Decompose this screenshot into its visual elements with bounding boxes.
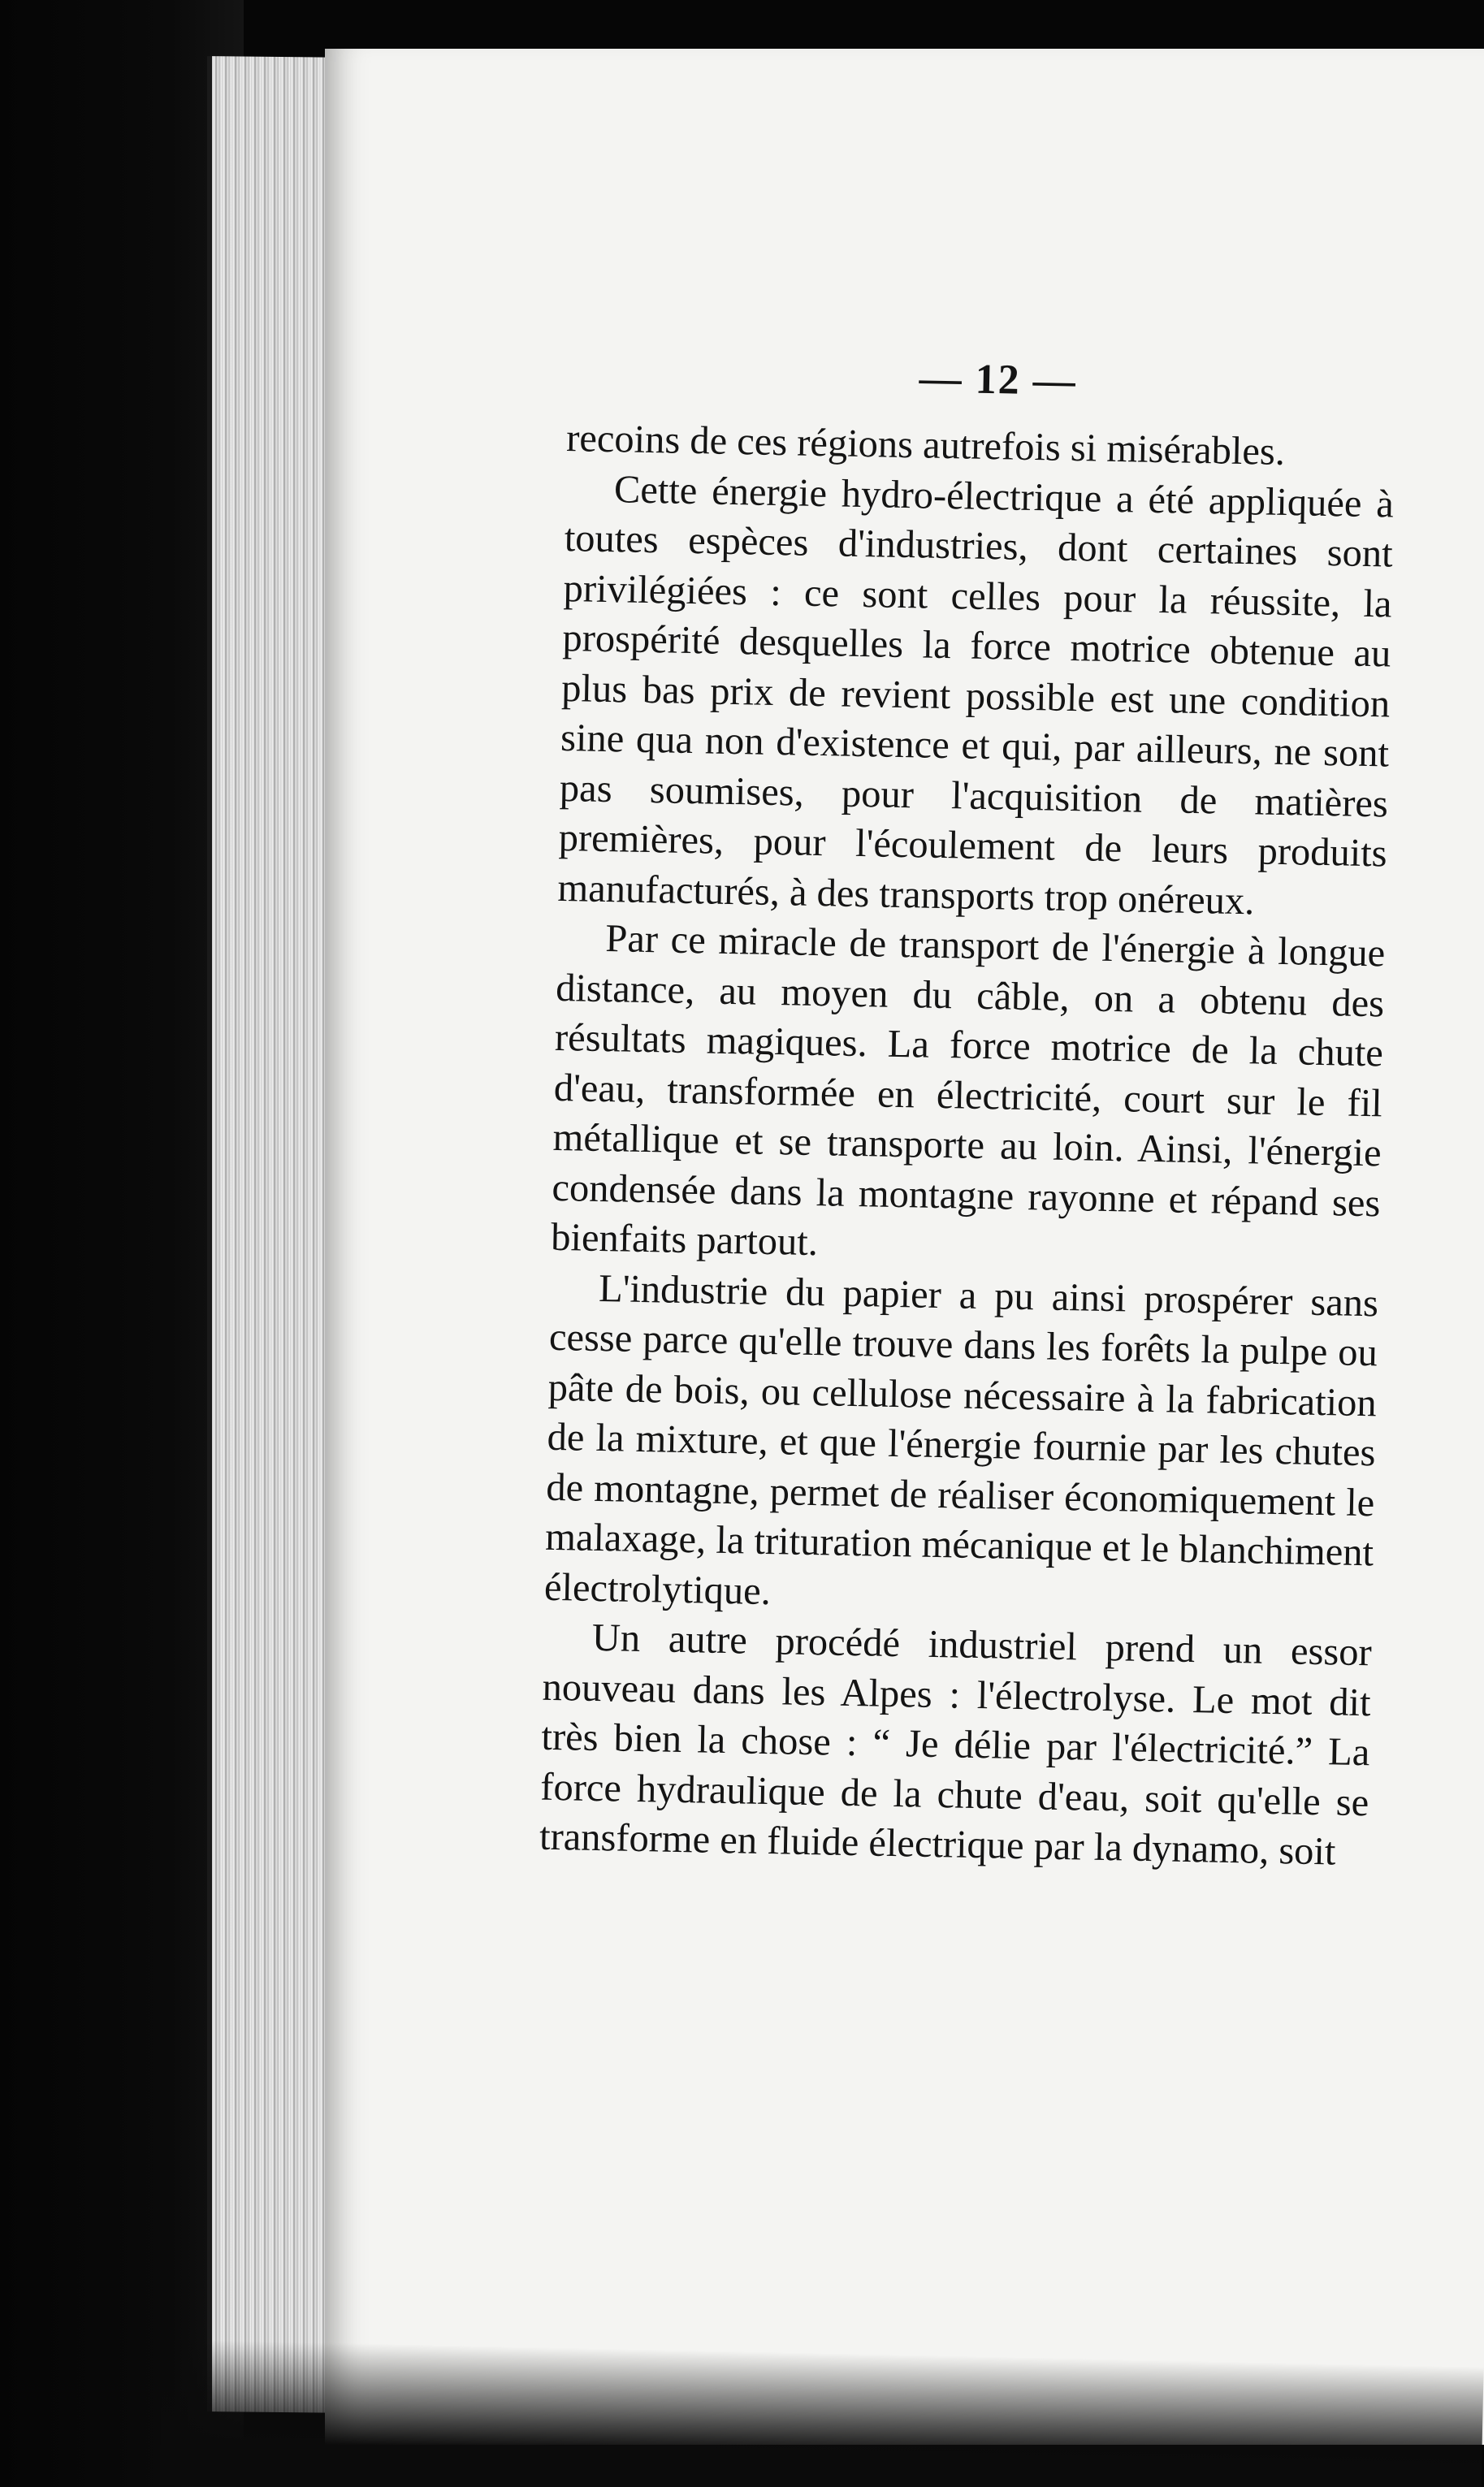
page-text-block: [539, 355, 1395, 1878]
paragraph-energy-transport: Par ce miracle de transport de l'énergie à longue distance, au moyen du câble, on a obtenu des résultats magiques. La force motrice de la chute d'eau, transformée en électricité, court sur le fil métallique et se transporte au loin. Ainsi, l'énergie condensée dans la montagne rayonne et répand ses bienfaits partout.: [550, 917, 1386, 1265]
paragraph-continued: recoins de ces régions autrefois si misérables.: [565, 416, 1286, 474]
page-number: — 12 —: [919, 355, 1078, 405]
paragraph-electrolysis: Un autre procédé industriel prend un essor nouveau dans les Alpes : l'électrolyse. Le mot dit très bien la chose : “ Je délie par l'électricité.” La force hydraulique de la chute d'eau, soit qu'elle se transforme en fluide électrique par la dynamo, soit: [539, 1615, 1373, 1874]
paragraph-hydro-electric: Cette énergie hydro-électrique a été appliquée à toutes espèces d'industries, dont certaines sont privilégiées : ce sont celles pour la réussite, la prospérité desquelles la force motrice obtenue au plus bas prix de revient possible est une condition sine qua non d'existence et qui, par ailleurs, ne sont pas soumises, pour l'acquisition de matières premières, pour l'écoulement de leurs produits manufacturés, à des transports trop onéreux.: [557, 467, 1395, 923]
paragraph-paper-industry: L'industrie du papier a pu ainsi prospérer sans cesse parce qu'elle trouve dans les forêts la pulpe ou pâte de bois, ou cellulose nécessaire à la fabrication de la mixture, et que l'énergie fournie par les chutes de montagne, permet de réaliser économiquement le malaxage, la trituration mécanique et le blanchiment électrolytique.: [543, 1266, 1379, 1613]
